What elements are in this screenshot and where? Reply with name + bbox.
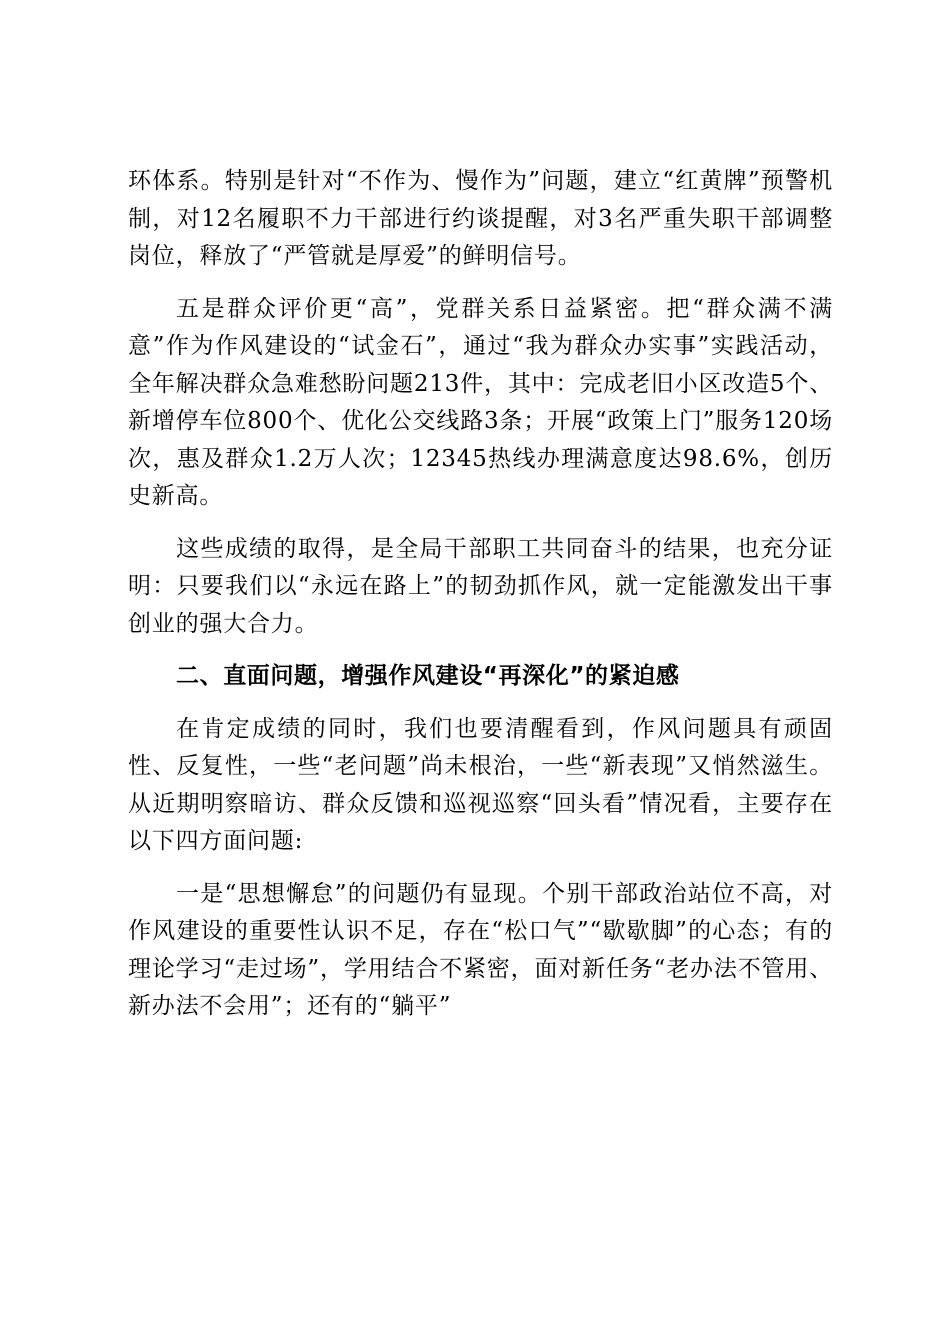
- document-body: [128, 163, 833, 1026]
- paragraph-achievements-summary: 这些成绩的取得，是全局干部职工共同奋斗的结果，也充分证明：只要我们以“永远在路上”的韧劲抓作风，就一定能激发出干事创业的强大合力。: [128, 535, 833, 637]
- paragraph-mass-evaluation: 五是群众评价更“高”，党群关系日益紧密。把“群众满不满意”作为作风建设的“试金石”，通过“我为群众办实事”实践活动，全年解决群众急难愁盼问题213件，其中：完成老旧小区改造5个、新增停车位800个、优化公交线路3条；开展“政策上门”服务120场次，惠及群众1.2万人次；12345热线办理满意度达98.6%，创历史新高。: [128, 295, 833, 509]
- paragraph-continued: 环体系。特别是针对“不作为、慢作为”问题，建立“红黄牌”预警机制，对12名履职不力干部进行约谈提醒，对3名严重失职干部调整岗位，释放了“严管就是厚爱”的鲜明信号。: [128, 168, 833, 269]
- paragraph-problems-intro: 在肯定成绩的同时，我们也要清醒看到，作风问题具有顽固性、反复性，一些“老问题”尚未根治，一些“新表现”又悄然滋生。从近期明察暗访、群众反馈和巡视巡察“回头看”情况看，主要存在以下四方面问题:: [128, 715, 833, 854]
- section-heading-2: 二、直面问题，增强作风建设“再深化”的紧迫感: [176, 663, 680, 689]
- paragraph-problem-1: 一是“思想懈怠”的问题仍有显现。个别干部政治站位不高，对作风建设的重要性认识不足，存在“松口气”“歇歇脚”的心态；有的理论学习“走过场”，学用结合不紧密，面对新任务“老办法不管用、新办法不会用”；还有的“躺平”: [128, 880, 833, 1019]
